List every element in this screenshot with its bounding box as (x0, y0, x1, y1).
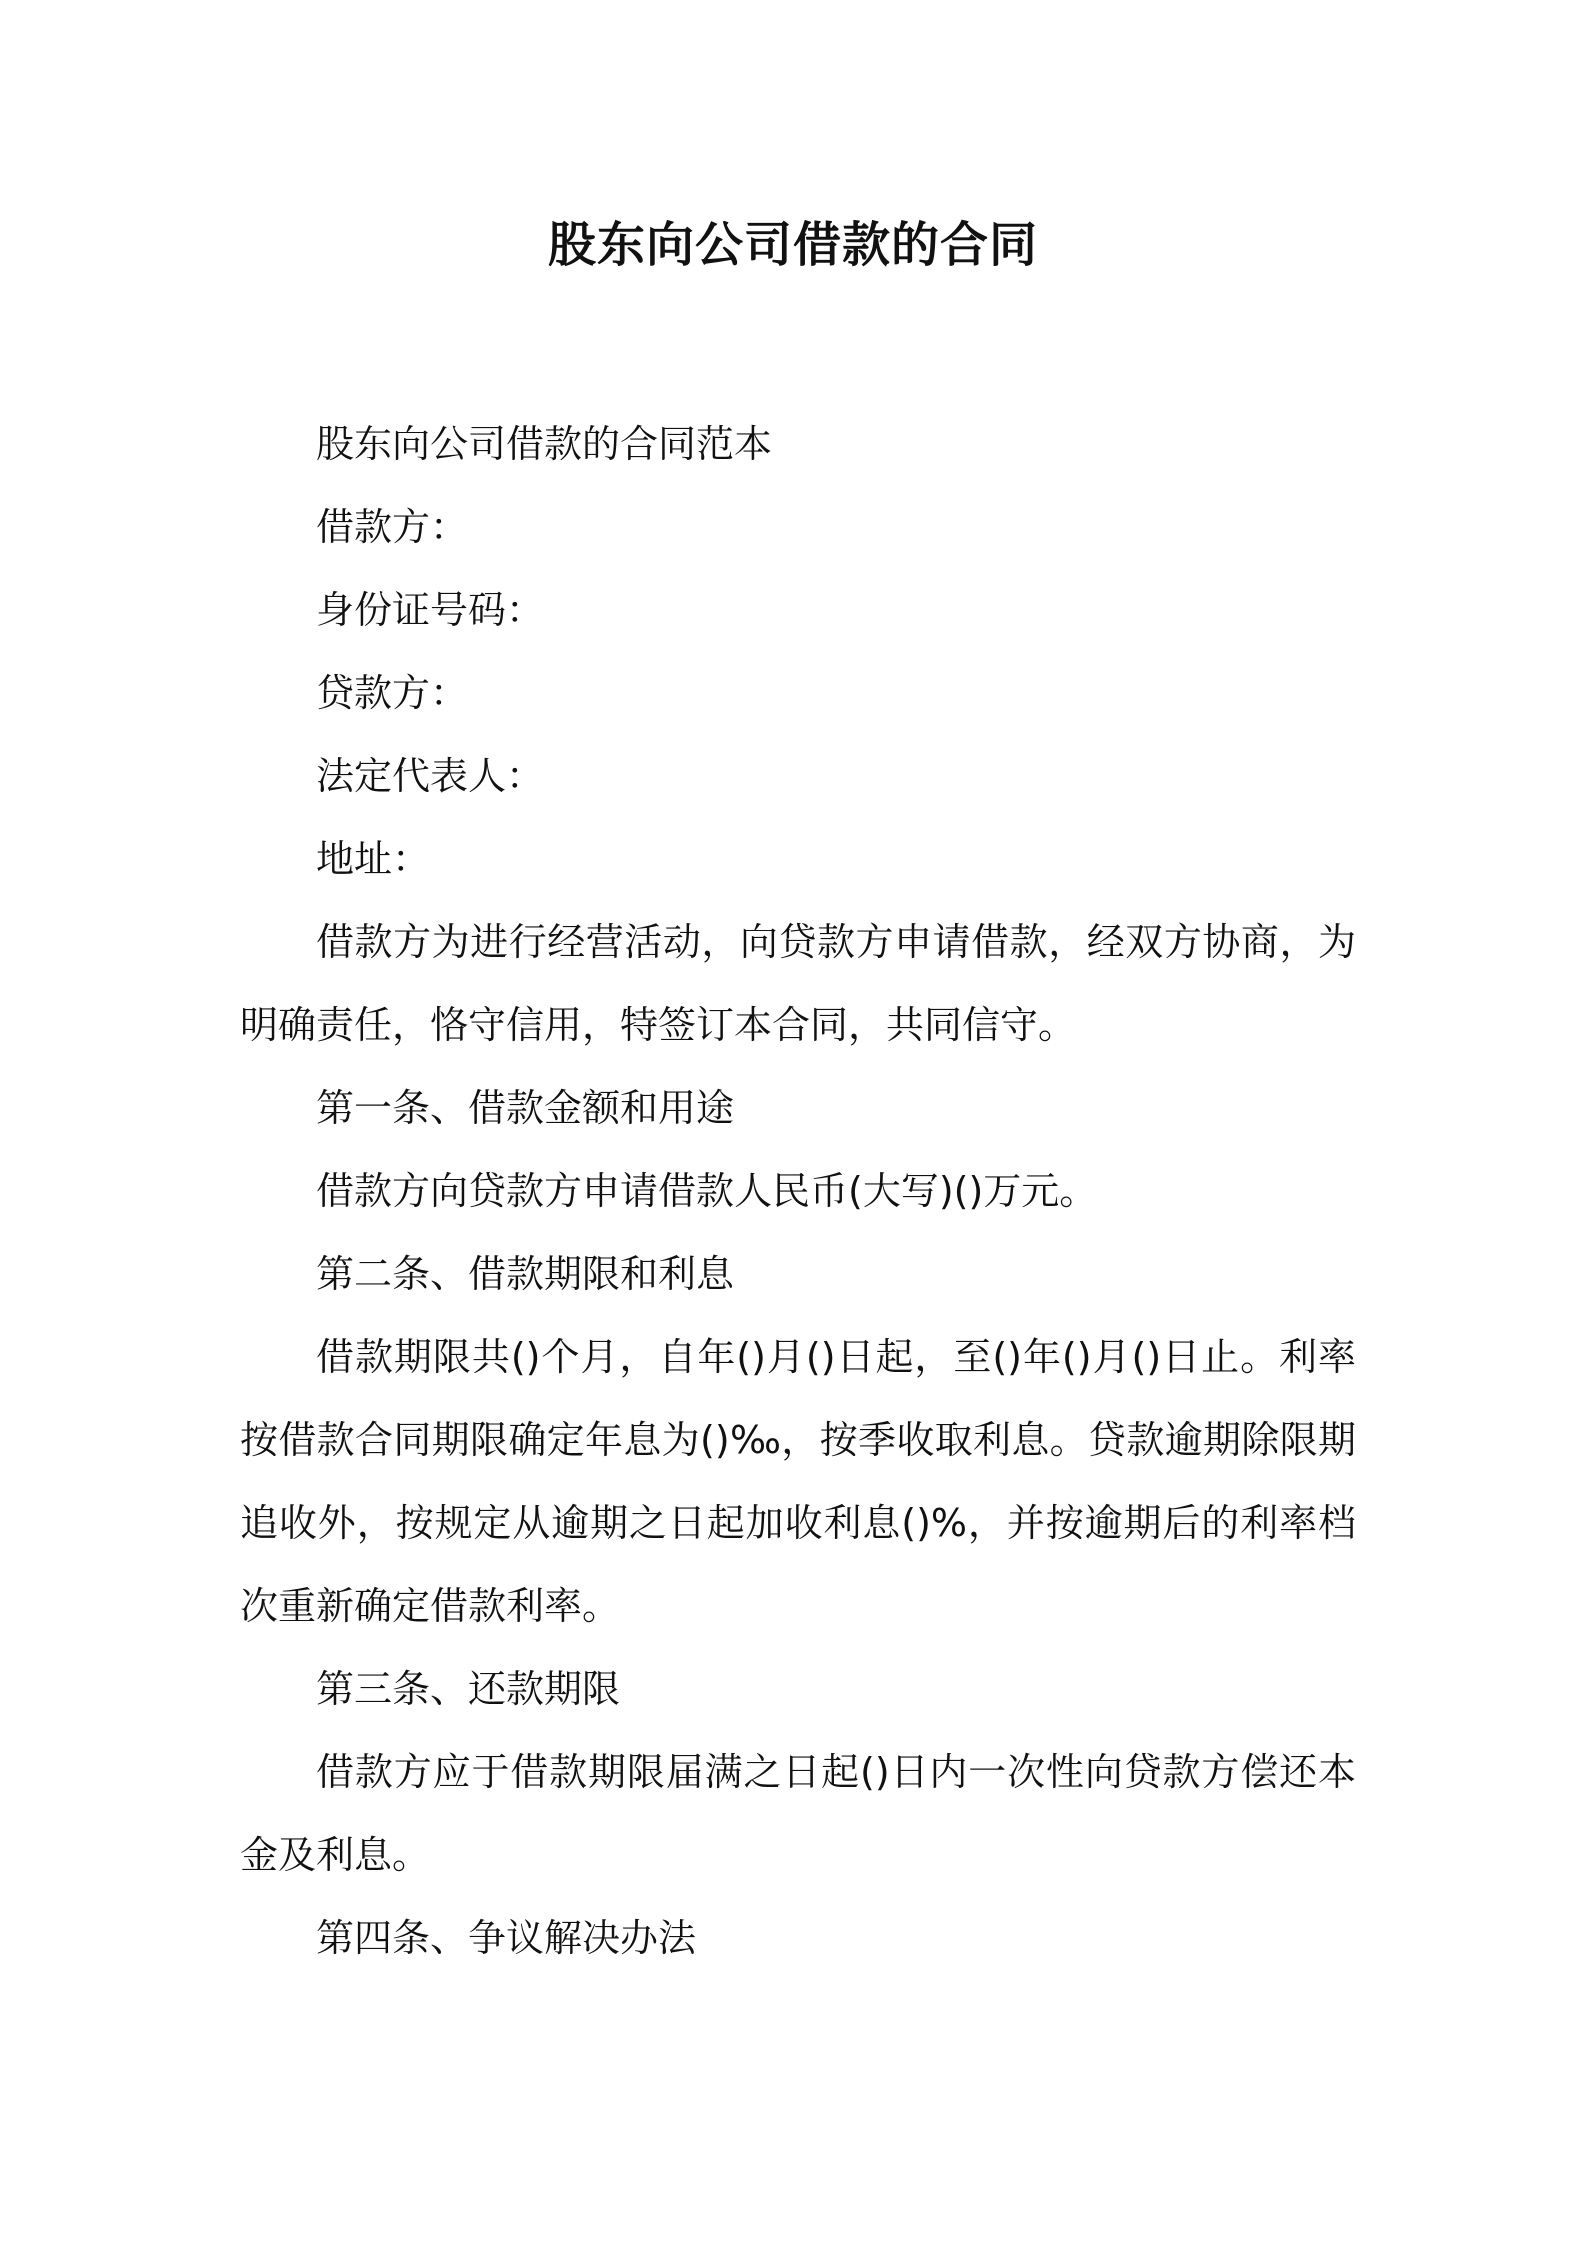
paragraph-lender: 贷款方： (316, 671, 469, 715)
paragraph-address: 地址： (316, 837, 431, 881)
article-1-text: 借款方向贷款方申请借款人民币(大写)()万元。 (316, 1169, 1098, 1213)
article-2-text: 借款期限共()个月，自年()月()日起，至()年()月()日止。利率按借款合同期限确定年息为()‰，按季收取利息。贷款逾期除限期追收外，按规定从逾期之日起加收利息()%，并按逾期后的利率档次重新确定借款利率。 (240, 1335, 1356, 1628)
article-2-heading: 第二条、借款期限和利息 (316, 1252, 735, 1296)
paragraph-id-number: 身份证号码： (316, 588, 545, 632)
paragraph-legal-representative: 法定代表人： (316, 754, 545, 798)
article-4-heading: 第四条、争议解决办法 (316, 1916, 697, 1960)
paragraph-template-name: 股东向公司借款的合同范本 (316, 422, 773, 466)
article-3-text: 借款方应于借款期限届满之日起()日内一次性向贷款方偿还本金及利息。 (240, 1750, 1356, 1877)
document-title: 股东向公司借款的合同 (547, 217, 1038, 273)
paragraph-preamble: 借款方为进行经营活动，向贷款方申请借款，经双方协商，为明确责任，恪守信用，特签订本合同，共同信守。 (240, 920, 1356, 1047)
document-body (240, 403, 1356, 1980)
article-1-heading: 第一条、借款金额和用途 (316, 1086, 735, 1130)
article-3-heading: 第三条、还款期限 (316, 1667, 621, 1711)
paragraph-borrower: 借款方： (316, 505, 469, 549)
